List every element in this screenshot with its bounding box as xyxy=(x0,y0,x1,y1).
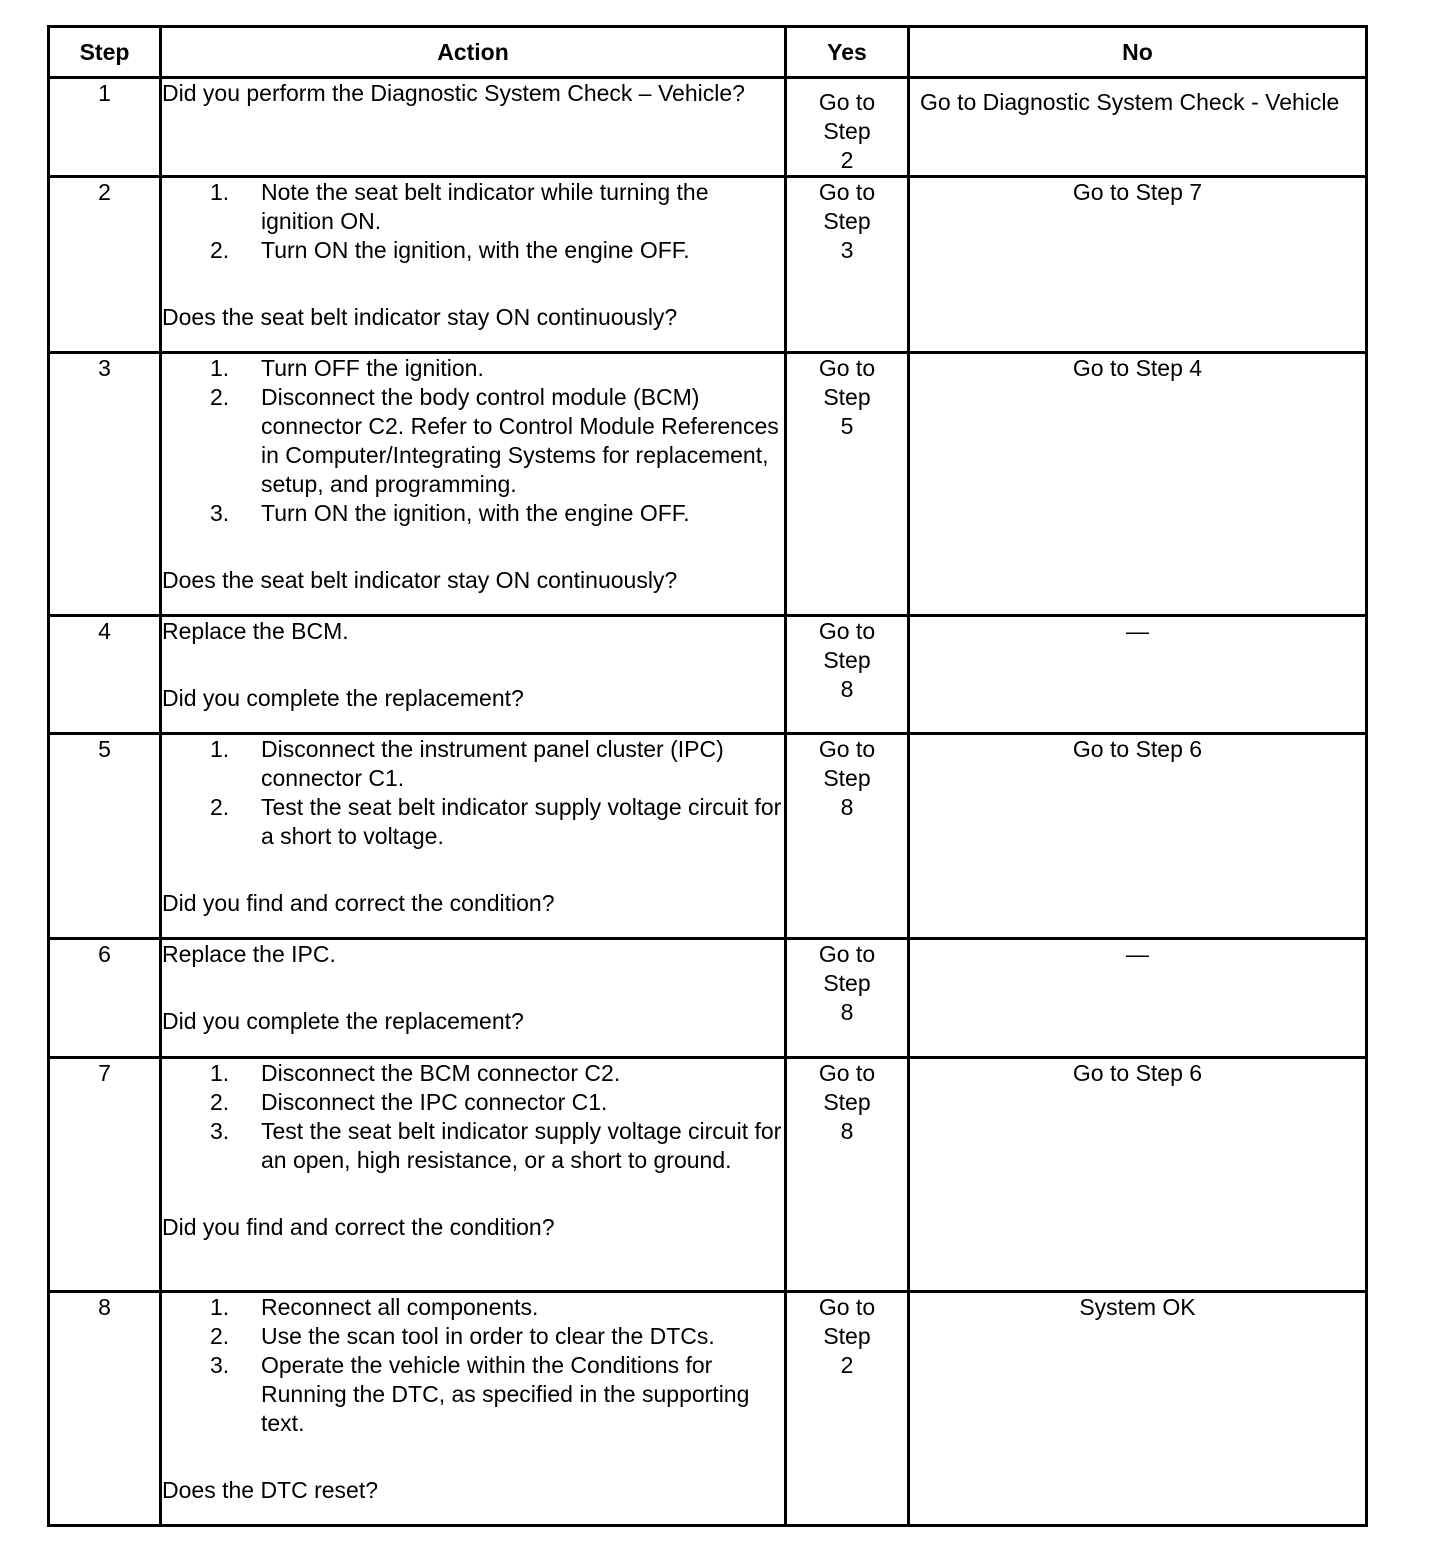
action-steps xyxy=(162,735,784,851)
list-item: 3. Operate the vehicle within the Conditions for Running the DTC, as specified in the supporting text. xyxy=(210,1352,750,1436)
list-item: 1. Reconnect all components. xyxy=(210,1294,539,1320)
step-number: 5 xyxy=(49,734,161,939)
list-item: 2. Turn ON the ignition, with the engine OFF. xyxy=(210,237,690,263)
yes-cell: Go to Step 3 xyxy=(786,177,909,353)
step-number: 7 xyxy=(49,1058,161,1292)
list-item: 2. Disconnect the body control module (BCM) connector C2. Refer to Control Module References in Computer/Integrating Systems for replacement, setup, and programming. xyxy=(210,384,779,497)
diagnostic-table xyxy=(47,25,1368,1527)
yes-cell: Go to Step 8 xyxy=(786,616,909,734)
step-number: 2 xyxy=(49,177,161,353)
no-cell: Go to Diagnostic System Check - Vehicle xyxy=(909,78,1367,177)
no-cell: Go to Step 7 xyxy=(909,177,1367,353)
no-cell: Go to Step 4 xyxy=(909,353,1367,616)
yes-cell: Go to Step 5 xyxy=(786,353,909,616)
action-question: Did you find and correct the condition? xyxy=(162,1214,555,1240)
no-cell: — xyxy=(909,939,1367,1058)
list-item: 1. Disconnect the BCM connector C2. xyxy=(210,1060,621,1086)
action-question: Does the DTC reset? xyxy=(162,1477,379,1503)
header-action: Action xyxy=(161,27,786,78)
step-number: 3 xyxy=(49,353,161,616)
no-cell: — xyxy=(909,616,1367,734)
action-question: Did you complete the replacement? xyxy=(162,1008,524,1034)
table-row xyxy=(49,1058,1367,1292)
action-steps xyxy=(162,1059,784,1175)
header-row xyxy=(49,27,1367,78)
action-steps xyxy=(162,1293,784,1438)
action-cell xyxy=(161,939,786,1058)
action-cell xyxy=(161,1058,786,1292)
yes-cell: Go to Step 2 xyxy=(786,1292,909,1526)
no-cell: Go to Step 6 xyxy=(909,734,1367,939)
action-steps xyxy=(162,178,784,265)
action-cell xyxy=(161,353,786,616)
yes-cell: Go to Step 2 xyxy=(786,78,909,177)
step-number: 6 xyxy=(49,939,161,1058)
action-steps xyxy=(162,354,784,528)
list-item: 3. Test the seat belt indicator supply voltage circuit for an open, high resistance, or a short to ground. xyxy=(210,1118,782,1173)
table-row xyxy=(49,1292,1367,1526)
list-item: 3. Turn ON the ignition, with the engine OFF. xyxy=(210,500,690,526)
header-step: Step xyxy=(49,27,161,78)
action-question: Did you perform the Diagnostic System Check – Vehicle? xyxy=(162,80,745,106)
action-cell xyxy=(161,177,786,353)
no-cell: Go to Step 6 xyxy=(909,1058,1367,1292)
action-question: Does the seat belt indicator stay ON continuously? xyxy=(162,304,678,330)
action-cell xyxy=(161,1292,786,1526)
list-item: 2. Disconnect the IPC connector C1. xyxy=(210,1089,608,1115)
table-row xyxy=(49,353,1367,616)
action-cell xyxy=(161,734,786,939)
list-item: 2. Use the scan tool in order to clear the DTCs. xyxy=(210,1323,715,1349)
yes-cell: Go to Step 8 xyxy=(786,1058,909,1292)
table-row xyxy=(49,616,1367,734)
action-question: Did you complete the replacement? xyxy=(162,685,524,711)
list-item: 2. Test the seat belt indicator supply voltage circuit for a short to voltage. xyxy=(210,794,782,849)
header-yes: Yes xyxy=(786,27,909,78)
yes-cell: Go to Step 8 xyxy=(786,734,909,939)
action-cell xyxy=(161,616,786,734)
action-intro: Replace the BCM. xyxy=(162,618,349,644)
yes-cell: Go to Step 8 xyxy=(786,939,909,1058)
list-item: 1. Note the seat belt indicator while turning the ignition ON. xyxy=(210,179,709,234)
action-intro: Replace the IPC. xyxy=(162,941,336,967)
header-no: No xyxy=(909,27,1367,78)
action-question: Did you find and correct the condition? xyxy=(162,890,555,916)
step-number: 1 xyxy=(49,78,161,177)
table-row xyxy=(49,939,1367,1058)
step-number: 8 xyxy=(49,1292,161,1526)
no-cell: System OK xyxy=(909,1292,1367,1526)
table-row xyxy=(49,78,1367,177)
step-number: 4 xyxy=(49,616,161,734)
table-row xyxy=(49,734,1367,939)
table-row xyxy=(49,177,1367,353)
list-item: 1. Disconnect the instrument panel cluster (IPC) connector C1. xyxy=(210,736,724,791)
list-item: 1. Turn OFF the ignition. xyxy=(210,355,484,381)
action-question: Does the seat belt indicator stay ON continuously? xyxy=(162,567,678,593)
action-cell xyxy=(161,78,786,177)
